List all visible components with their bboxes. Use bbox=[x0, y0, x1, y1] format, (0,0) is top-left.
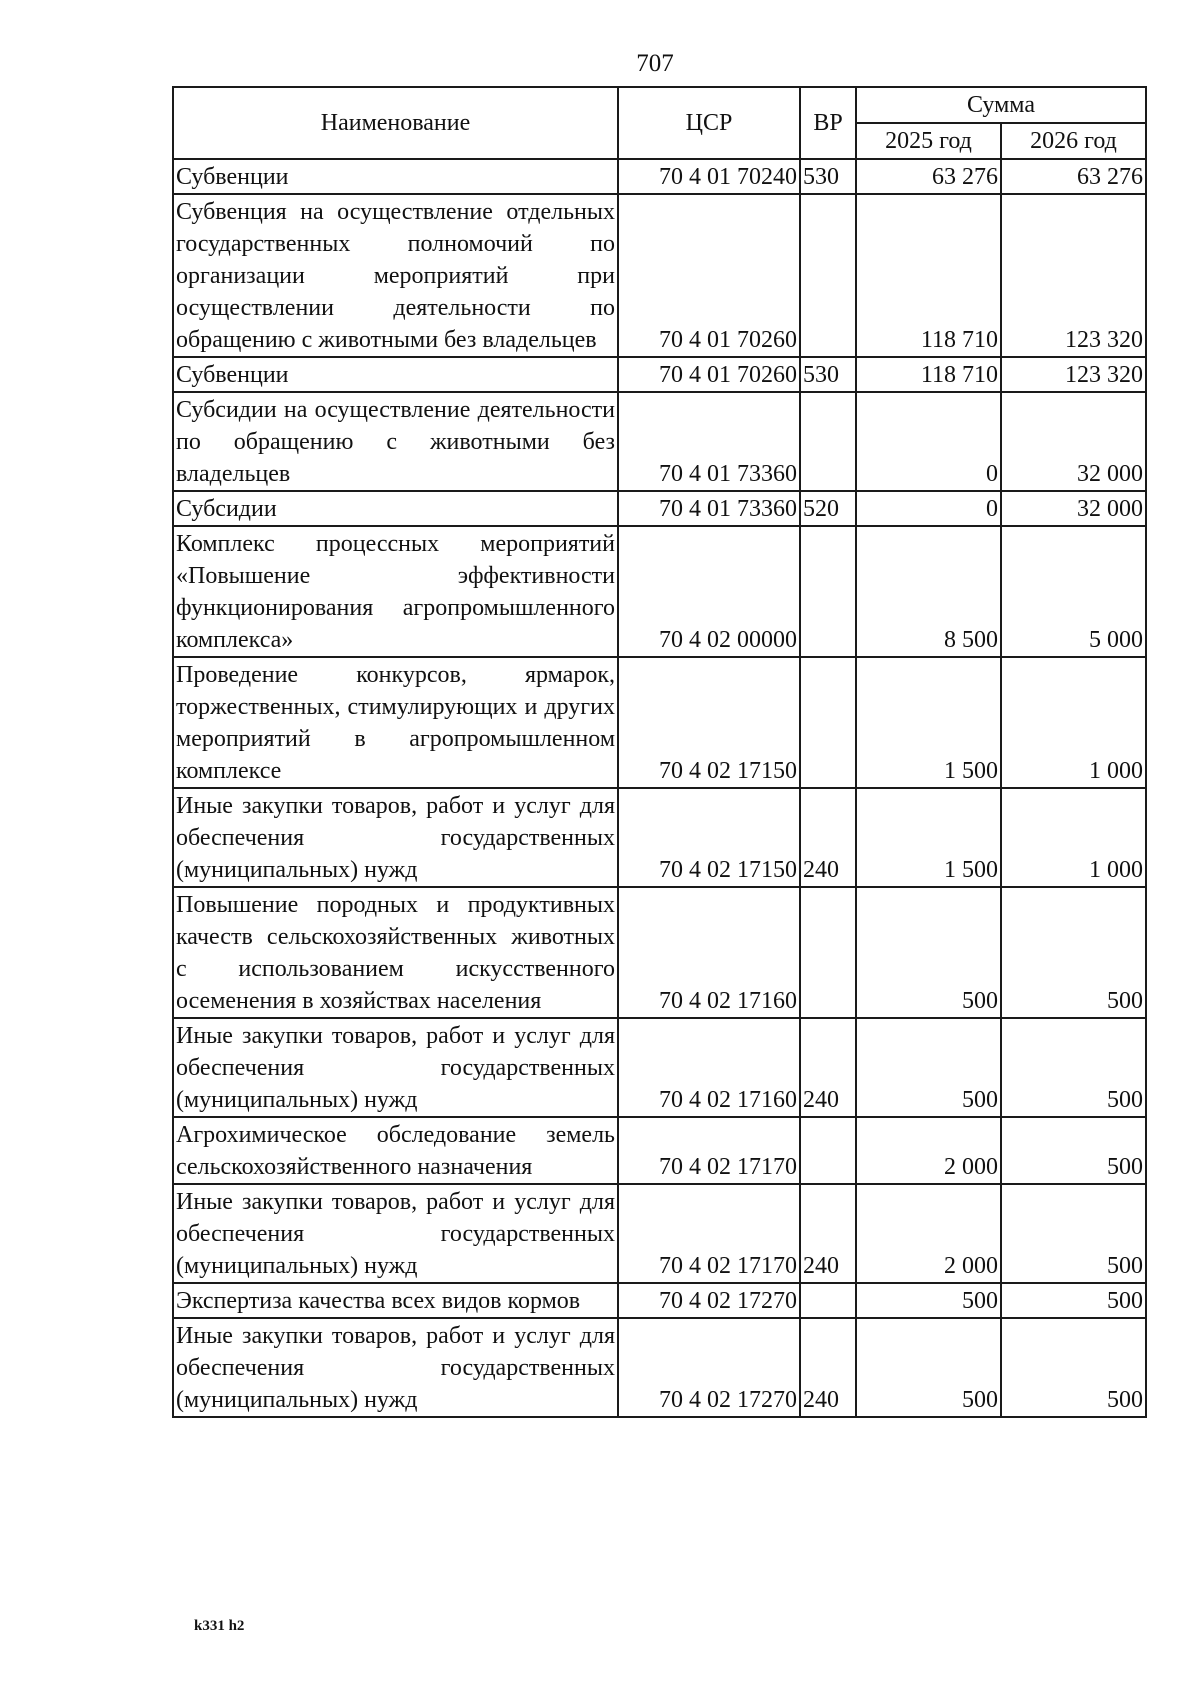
row-name-cell: Субвенции bbox=[173, 357, 618, 392]
footer-code: k331 h2 bbox=[194, 1618, 245, 1634]
table-row bbox=[173, 1318, 1146, 1417]
table-row bbox=[173, 491, 1146, 526]
row-2025-cell: 500 bbox=[856, 887, 1001, 1018]
table-body bbox=[173, 159, 1146, 1417]
row-csr-cell: 70 4 02 00000 bbox=[618, 526, 800, 657]
row-vr-cell bbox=[800, 526, 856, 657]
row-name-cell: Субсидии на осуществление деятельности по обращению с животными без владельцев bbox=[173, 392, 618, 491]
table-row bbox=[173, 357, 1146, 392]
table-row bbox=[173, 1018, 1146, 1117]
table-row bbox=[173, 1283, 1146, 1318]
row-vr-cell: 530 bbox=[800, 159, 856, 194]
table-row bbox=[173, 788, 1146, 887]
row-2026-cell: 63 276 bbox=[1001, 159, 1146, 194]
row-2026-cell: 123 320 bbox=[1001, 194, 1146, 357]
row-csr-cell: 70 4 02 17160 bbox=[618, 1018, 800, 1117]
row-2025-cell: 118 710 bbox=[856, 357, 1001, 392]
row-name-cell: Субвенции bbox=[173, 159, 618, 194]
row-csr-cell: 70 4 02 17150 bbox=[618, 657, 800, 788]
row-name-cell: Проведение конкурсов, ярмарок, торжественных, стимулирующих и других мероприятий в агропромышленном комплексе bbox=[173, 657, 618, 788]
header-sum: Сумма bbox=[856, 87, 1146, 123]
row-csr-cell: 70 4 02 17170 bbox=[618, 1117, 800, 1184]
row-2026-cell: 32 000 bbox=[1001, 392, 1146, 491]
row-2026-cell: 5 000 bbox=[1001, 526, 1146, 657]
table-row bbox=[173, 1117, 1146, 1184]
row-2025-cell: 0 bbox=[856, 491, 1001, 526]
table-header bbox=[173, 87, 1146, 159]
table-row bbox=[173, 657, 1146, 788]
row-name-cell: Иные закупки товаров, работ и услуг для обеспечения государственных (муниципальных) нужд bbox=[173, 1318, 618, 1417]
row-vr-cell bbox=[800, 887, 856, 1018]
row-vr-cell: 240 bbox=[800, 1318, 856, 1417]
row-csr-cell: 70 4 02 17150 bbox=[618, 788, 800, 887]
table-row bbox=[173, 887, 1146, 1018]
row-2025-cell: 2 000 bbox=[856, 1184, 1001, 1283]
row-2025-cell: 500 bbox=[856, 1318, 1001, 1417]
row-csr-cell: 70 4 02 17160 bbox=[618, 887, 800, 1018]
row-2026-cell: 123 320 bbox=[1001, 357, 1146, 392]
row-csr-cell: 70 4 02 17170 bbox=[618, 1184, 800, 1283]
row-name-cell: Комплекс процессных мероприятий «Повышение эффективности функционирования агропромышленного комплекса» bbox=[173, 526, 618, 657]
budget-table bbox=[172, 86, 1147, 1418]
row-vr-cell bbox=[800, 392, 856, 491]
row-2026-cell: 500 bbox=[1001, 1318, 1146, 1417]
table-row bbox=[173, 526, 1146, 657]
table-row bbox=[173, 159, 1146, 194]
row-vr-cell: 520 bbox=[800, 491, 856, 526]
row-2026-cell: 500 bbox=[1001, 1018, 1146, 1117]
row-vr-cell bbox=[800, 657, 856, 788]
row-name-cell: Иные закупки товаров, работ и услуг для обеспечения государственных (муниципальных) нужд bbox=[173, 1184, 618, 1283]
header-vr: ВР bbox=[800, 87, 856, 159]
row-2026-cell: 32 000 bbox=[1001, 491, 1146, 526]
row-vr-cell bbox=[800, 1283, 856, 1318]
row-2025-cell: 1 500 bbox=[856, 657, 1001, 788]
row-2025-cell: 8 500 bbox=[856, 526, 1001, 657]
header-csr: ЦСР bbox=[618, 87, 800, 159]
page-number: 707 bbox=[636, 50, 674, 77]
row-2026-cell: 500 bbox=[1001, 887, 1146, 1018]
row-name-cell: Агрохимическое обследование земель сельскохозяйственного назначения bbox=[173, 1117, 618, 1184]
table-row bbox=[173, 1184, 1146, 1283]
row-2026-cell: 500 bbox=[1001, 1184, 1146, 1283]
row-name-cell: Иные закупки товаров, работ и услуг для обеспечения государственных (муниципальных) нужд bbox=[173, 788, 618, 887]
row-csr-cell: 70 4 01 73360 bbox=[618, 392, 800, 491]
row-name-cell: Повышение породных и продуктивных качеств сельскохозяйственных животных с использованием искусственного осеменения в хозяйствах населения bbox=[173, 887, 618, 1018]
row-2026-cell: 1 000 bbox=[1001, 657, 1146, 788]
row-2025-cell: 2 000 bbox=[856, 1117, 1001, 1184]
row-vr-cell: 240 bbox=[800, 788, 856, 887]
row-csr-cell: 70 4 01 73360 bbox=[618, 491, 800, 526]
row-csr-cell: 70 4 01 70260 bbox=[618, 357, 800, 392]
row-vr-cell bbox=[800, 194, 856, 357]
row-name-cell: Субсидии bbox=[173, 491, 618, 526]
row-name-cell: Экспертиза качества всех видов кормов bbox=[173, 1283, 618, 1318]
row-2025-cell: 500 bbox=[856, 1018, 1001, 1117]
row-2025-cell: 63 276 bbox=[856, 159, 1001, 194]
row-2025-cell: 118 710 bbox=[856, 194, 1001, 357]
row-vr-cell: 530 bbox=[800, 357, 856, 392]
row-csr-cell: 70 4 01 70260 bbox=[618, 194, 800, 357]
row-vr-cell: 240 bbox=[800, 1184, 856, 1283]
row-2025-cell: 0 bbox=[856, 392, 1001, 491]
row-name-cell: Иные закупки товаров, работ и услуг для обеспечения государственных (муниципальных) нужд bbox=[173, 1018, 618, 1117]
row-csr-cell: 70 4 01 70240 bbox=[618, 159, 800, 194]
row-2026-cell: 1 000 bbox=[1001, 788, 1146, 887]
row-vr-cell: 240 bbox=[800, 1018, 856, 1117]
row-vr-cell bbox=[800, 1117, 856, 1184]
row-name-cell: Субвенция на осуществление отдельных государственных полномочий по организации мероприятий при осуществлении деятельности по обращению с животными без владельцев bbox=[173, 194, 618, 357]
row-2025-cell: 1 500 bbox=[856, 788, 1001, 887]
row-csr-cell: 70 4 02 17270 bbox=[618, 1318, 800, 1417]
header-name: Наименование bbox=[173, 87, 618, 159]
row-2026-cell: 500 bbox=[1001, 1283, 1146, 1318]
header-year-2025: 2025 год bbox=[856, 123, 1001, 159]
table-row bbox=[173, 392, 1146, 491]
row-csr-cell: 70 4 02 17270 bbox=[618, 1283, 800, 1318]
header-year-2026: 2026 год bbox=[1001, 123, 1146, 159]
table-row bbox=[173, 194, 1146, 357]
row-2025-cell: 500 bbox=[856, 1283, 1001, 1318]
row-2026-cell: 500 bbox=[1001, 1117, 1146, 1184]
